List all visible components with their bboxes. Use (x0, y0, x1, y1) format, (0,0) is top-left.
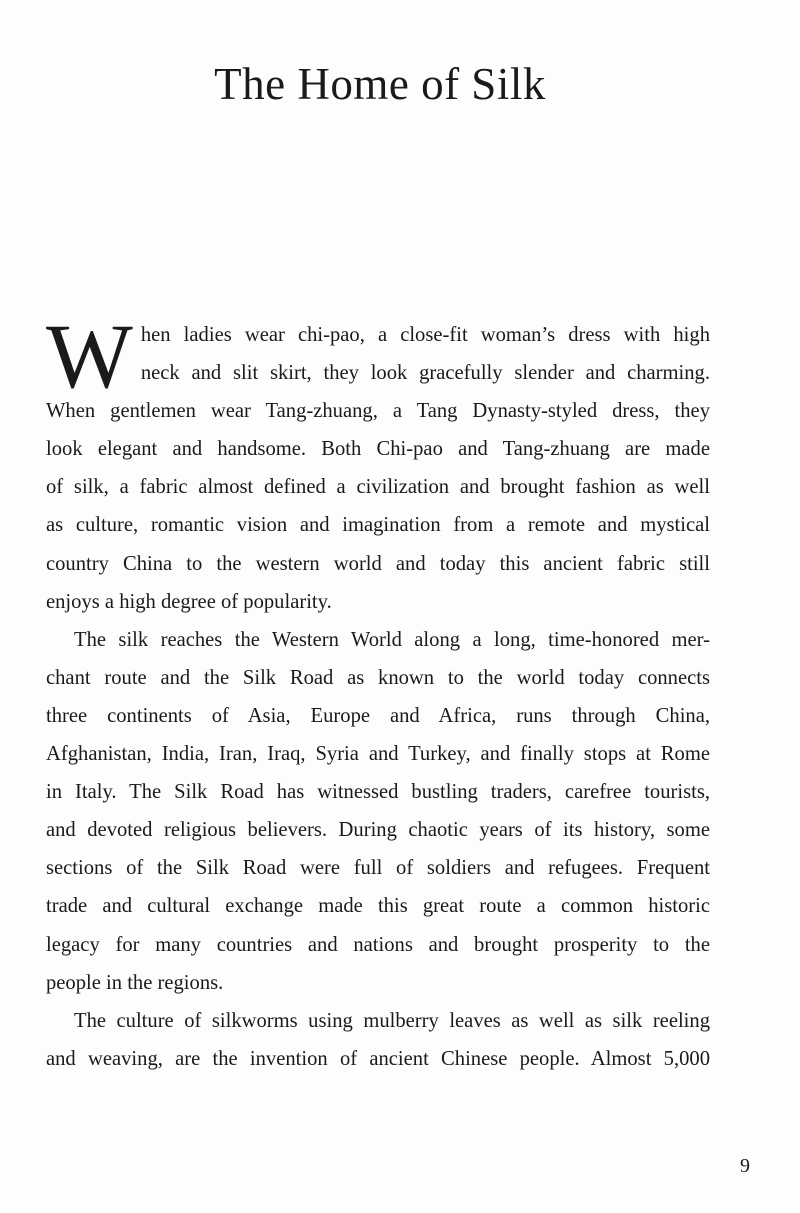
text-line: Afghanistan, India, Iran, Iraq, Syria and Turkey, and finally stops at Rome (46, 743, 710, 766)
text-line: three continents of Asia, Europe and Africa, runs through China, (46, 704, 710, 727)
text-line: neck and slit skirt, they look gracefully slender and charming. (140, 362, 710, 385)
text-line: of silk, a fabric almost defined a civilization and brought fashion as well (46, 476, 710, 499)
drop-cap: W (46, 305, 133, 407)
paragraph-1 (46, 305, 710, 621)
text-line: The silk reaches the Western World along a long, time-honored mer- (74, 628, 710, 651)
text-line: trade and cultural exchange made this great route a common historic (46, 895, 710, 918)
text-line: country China to the western world and today this ancient fabric still (46, 552, 710, 575)
text-line: look elegant and handsome. Both Chi-pao and Tang-zhuang are made (46, 438, 710, 461)
body-text (46, 305, 710, 1078)
text-line: sections of the Silk Road were full of soldiers and refugees. Frequent (46, 857, 710, 880)
paragraph-2 (46, 621, 710, 1002)
text-line: legacy for many countries and nations and brought prosperity to the (46, 933, 710, 956)
text-line: When gentlemen wear Tang-zhuang, a Tang Dynasty-styled dress, they (46, 400, 710, 423)
page-number: 9 (740, 1155, 750, 1177)
text-line: and devoted religious believers. During chaotic years of its history, some (46, 819, 710, 842)
page-title: The Home of Silk (214, 59, 546, 109)
text-line: The culture of silkworms using mulberry leaves as well as silk reeling (74, 1009, 710, 1032)
text-line: enjoys a high degree of popularity. (46, 590, 332, 613)
text-line: hen ladies wear chi-pao, a close-fit woman’s dress with high (140, 324, 710, 346)
text-line: people in the regions. (46, 971, 224, 994)
text-line: in Italy. The Silk Road has witnessed bustling traders, carefree tourists, (46, 781, 710, 804)
text-line: chant route and the Silk Road as known to the world today connects (46, 666, 710, 689)
paragraph-3 (46, 1002, 710, 1078)
text-line: and weaving, are the invention of ancient Chinese people. Almost 5,000 (46, 1047, 710, 1070)
text-line: as culture, romantic vision and imagination from a remote and mystical (46, 514, 710, 537)
